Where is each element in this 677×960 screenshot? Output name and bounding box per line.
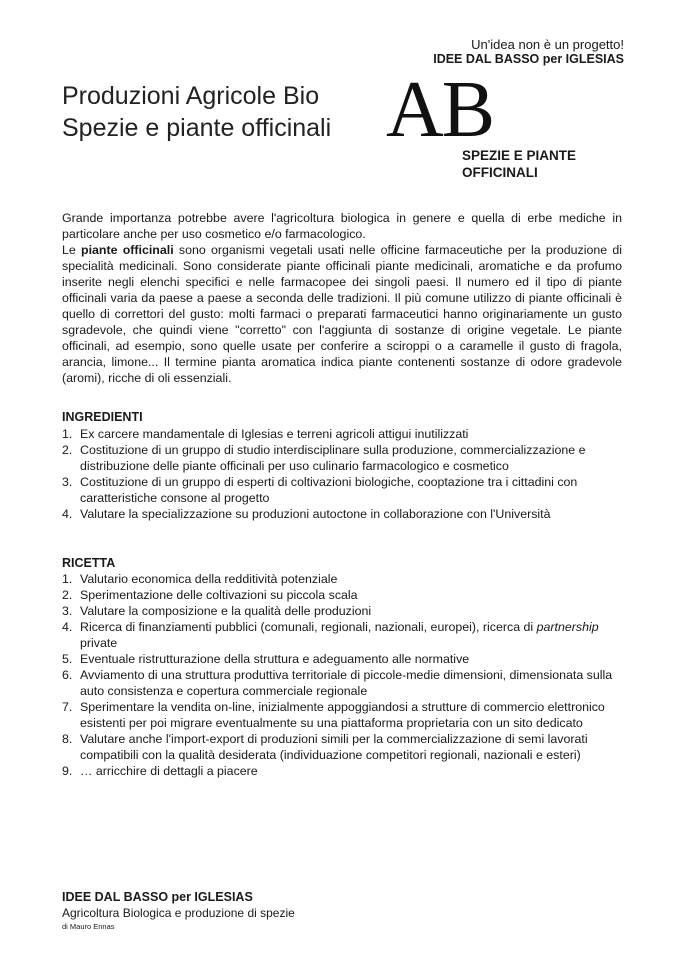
footer-author: di Mauro Ennas [62, 922, 115, 931]
list-item-number: 7. [62, 700, 73, 714]
intro-p2-prefix: Le [62, 243, 81, 257]
list-item-text-emphasis: partnership [536, 620, 599, 634]
list-item-number: 3. [62, 475, 73, 489]
list-item-number: 3. [62, 604, 73, 618]
list-item-number: 2. [62, 443, 73, 457]
list-item [62, 651, 622, 667]
list-item-text: Avviamento di una struttura produttiva territoriale di piccole-medie dimensioni, dimensionata sulla auto consistenza e copertura commerciale regionale [80, 668, 613, 698]
intro-p2-rest: sono organismi vegetali usati nelle officine farmaceutiche per la produzione di specialità medicinali. Sono considerate piante officinali piante medicinali, aromatiche e da profumo inserite negli elenchi specifici e nelle farmacopee dei singoli paesi. Il numero ed il tipo di piante officinali varia da paese a paese a seconda delle tradizioni. Il più comune utilizzo di piante officinali è quello di correttori del gusto: molti farmaci o preparati farmaceutici hanno originariamente un gusto sgradevole, che quindi viene "corretto" con l'aggiunta di sostanze di origine vegetale. Le piante officinali, ad esempio, sono quelle usate per conferire a sciroppi o a caramelle il gusto di fragola, arancia, limone... Il termine pianta aromatica indica piante contenenti sostanze di odore gradevole (aromi), ricche di oli essenziali. [62, 243, 623, 385]
header-org: IDEE DAL BASSO per IGLESIAS [433, 52, 624, 66]
list-item-number: 6. [62, 668, 73, 682]
list-item [62, 731, 622, 763]
title-line-2: Spezie e piante officinali [62, 114, 332, 142]
intro-p2-bold: piante officinali [81, 243, 174, 257]
list-item-text: Eventuale ristrutturazione della struttura e adeguamento alle normative [80, 652, 470, 666]
list-item [62, 587, 622, 603]
list-item-number: 2. [62, 588, 73, 602]
list-item-text: Costituzione di un gruppo di studio interdisciplinare sulla produzione, commercializzazione e distribuzione delle piante officinali per uso culinario farmacologico e cosmetico [80, 443, 586, 473]
list-item [62, 426, 622, 442]
list-item-text: Costituzione di un gruppo di esperti di coltivazioni biologiche, cooptazione tra i cittadini con caratteristiche consone al progetto [80, 475, 578, 505]
intro-paragraph-1: Grande importanza potrebbe avere l'agricoltura biologica in genere e quella di erbe mediche in particolare anche per uso cosmetico e/o farmacologico. [62, 211, 622, 241]
list-item [62, 603, 622, 619]
list-item-text [80, 619, 622, 651]
title-line-1: Produzioni Agricole Bio [62, 82, 320, 110]
list-item [62, 763, 622, 779]
list-item-number: 1. [62, 572, 73, 586]
logo-caption-line-1: SPEZIE E PIANTE [462, 148, 577, 163]
list-item-text: Sperimentazione delle coltivazioni su piccola scala [80, 588, 358, 602]
list-item-text: Valutare anche l'import-export di produzioni simili per la commercializzazione di semi lavorati compatibili con la qualità desiderata (individuazione competitori regionali, nazionali e esteri) [80, 732, 588, 762]
logo-caption-line-2: OFFICINALI [462, 165, 538, 180]
list-item [62, 506, 622, 522]
list-item-number: 1. [62, 427, 73, 441]
logo-caption [462, 147, 576, 181]
page-title [62, 80, 331, 144]
list-item-text-pre: Ricerca di finanziamenti pubblici (comunali, regionali, nazionali, europei), ricerca di [80, 620, 537, 634]
list-item [62, 571, 622, 587]
ingredienti-title: INGREDIENTI [62, 410, 143, 424]
list-item [62, 474, 622, 506]
intro-paragraph-2 [62, 242, 622, 386]
list-item-text: Valutare la composizione e la qualità delle produzioni [80, 604, 372, 618]
footer-org: IDEE DAL BASSO per IGLESIAS [62, 890, 253, 904]
list-item-number: 5. [62, 652, 73, 666]
ricetta-title: RICETTA [62, 556, 116, 570]
intro-text [62, 210, 622, 386]
list-item-number: 9. [62, 764, 73, 778]
list-item-number: 8. [62, 732, 73, 746]
list-item [62, 667, 622, 699]
list-item-number: 4. [62, 507, 73, 521]
list-item-number: 4. [62, 620, 73, 634]
list-item [62, 442, 622, 474]
ingredienti-list [62, 426, 622, 522]
footer-subtitle: Agricoltura Biologica e produzione di spezie [62, 906, 295, 920]
list-item-text: Valutare la specializzazione su produzioni autoctone in collaborazione con l'Università [80, 507, 551, 521]
list-item-text: Valutario economica della redditività potenziale [80, 572, 338, 586]
header-tagline: Un'idea non è un progetto! [471, 37, 624, 52]
list-item [62, 699, 622, 731]
list-item [62, 619, 622, 651]
list-item-text-post: private [80, 636, 118, 650]
list-item-text: Sperimentare la vendita on-line, inizialmente appoggiandosi a strutture di commercio elettronico esistenti per poi migrare eventualmente su una piattaforma proprietaria con un sito dedicato [80, 700, 605, 730]
ricetta-list [62, 571, 622, 779]
list-item-text: Ex carcere mandamentale di Iglesias e terreni agricoli attigui inutilizzati [80, 427, 469, 441]
list-item-text: … arricchire di dettagli a piacere [80, 764, 258, 778]
logo-letters: AB [386, 66, 494, 154]
